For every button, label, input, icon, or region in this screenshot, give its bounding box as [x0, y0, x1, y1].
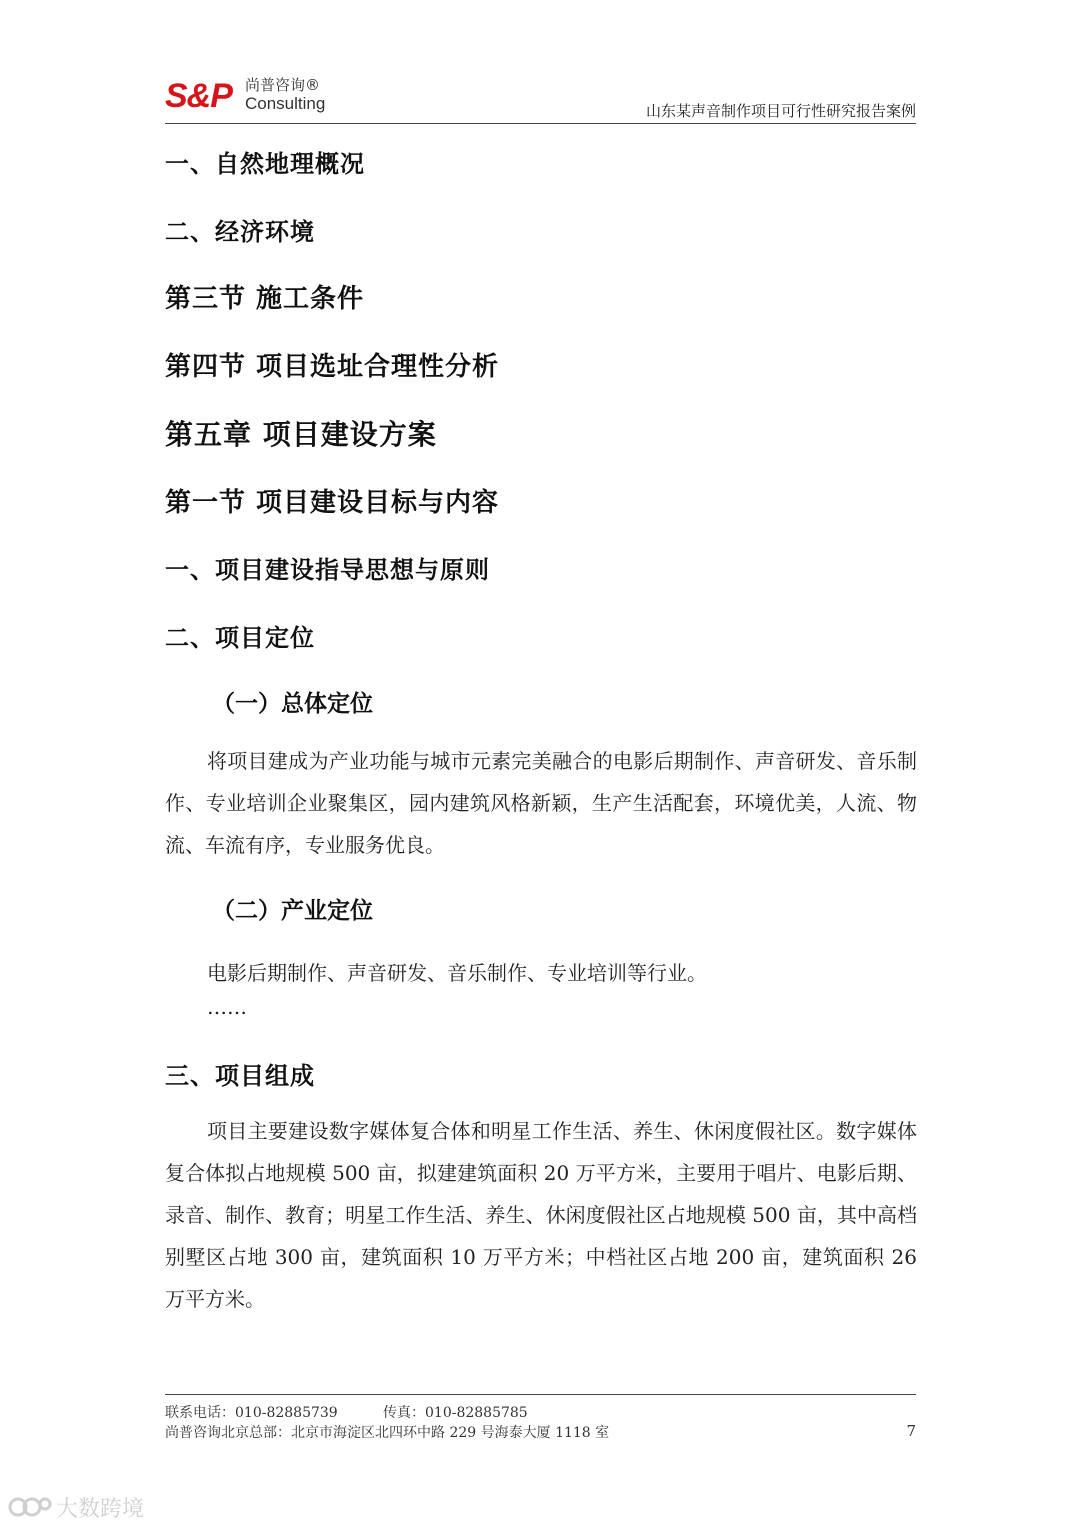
- heading-guiding-principles: 一、项目建设指导思想与原则: [165, 556, 490, 584]
- header-divider: [165, 123, 916, 124]
- footer-address: 尚普咨询北京总部：北京市海淀区北四环中路 229 号海泰大厦 1118 室: [165, 1425, 610, 1441]
- heading-industry-positioning: （二）产业定位: [212, 898, 373, 924]
- footer-phone: 联系电话：010-82885739: [165, 1405, 338, 1421]
- heading-economic-environment: 二、经济环境: [165, 218, 315, 246]
- logo-english-name: Consulting: [245, 94, 326, 113]
- footer-divider: [165, 1394, 916, 1395]
- ellipsis: ……: [207, 995, 247, 1019]
- watermark: [8, 1492, 144, 1526]
- logo-mark: S&P: [165, 77, 232, 115]
- watermark-text: 大数跨境: [56, 1497, 145, 1522]
- heading-project-positioning: 二、项目定位: [165, 624, 315, 652]
- paragraph-industry-positioning: 电影后期制作、声音研发、音乐制作、专业培训等行业。: [207, 961, 707, 985]
- footer-fax: 传真：010-82885785: [383, 1405, 528, 1421]
- heading-section-4: 第四节 项目选址合理性分析: [165, 352, 500, 382]
- heading-chapter-5: 第五章 项目建设方案: [165, 418, 437, 451]
- report-title: 山东某声音制作项目可行性研究报告案例: [645, 102, 916, 120]
- heading-natural-geography: 一、自然地理概况: [165, 150, 365, 178]
- heading-section-1: 第一节 项目建设目标与内容: [165, 488, 500, 518]
- logo-chinese-name: 尚普咨询®: [245, 76, 321, 94]
- heading-section-3: 第三节 施工条件: [165, 284, 365, 314]
- page-number: 7: [906, 1422, 916, 1440]
- watermark-logo-icon: [8, 1494, 52, 1526]
- heading-project-composition: 三、项目组成: [165, 1062, 315, 1090]
- heading-overall-positioning: （一）总体定位: [212, 691, 373, 717]
- paragraph-project-composition: 项目主要建设数字媒体复合体和明星工作生活、养生、休闲度假社区。数字媒体复合体拟占地规模 500 亩，拟建建筑面积 20 万平方米，主要用于唱片、电影后期、录音、制作、教育；明星工作生活、养生、休闲度假社区占地规模 500 亩，其中高档别墅区占地 300 亩，建筑面积 10 万平方米；中档社区占地 200 亩，建筑面积 26 万平方米。: [165, 1119, 917, 1311]
- paragraph-overall-positioning: 将项目建成为产业功能与城市元素完美融合的电影后期制作、声音研发、音乐制作、专业培训企业聚集区，园内建筑风格新颖，生产生活配套，环境优美，人流、物流、车流有序，专业服务优良。: [165, 749, 917, 857]
